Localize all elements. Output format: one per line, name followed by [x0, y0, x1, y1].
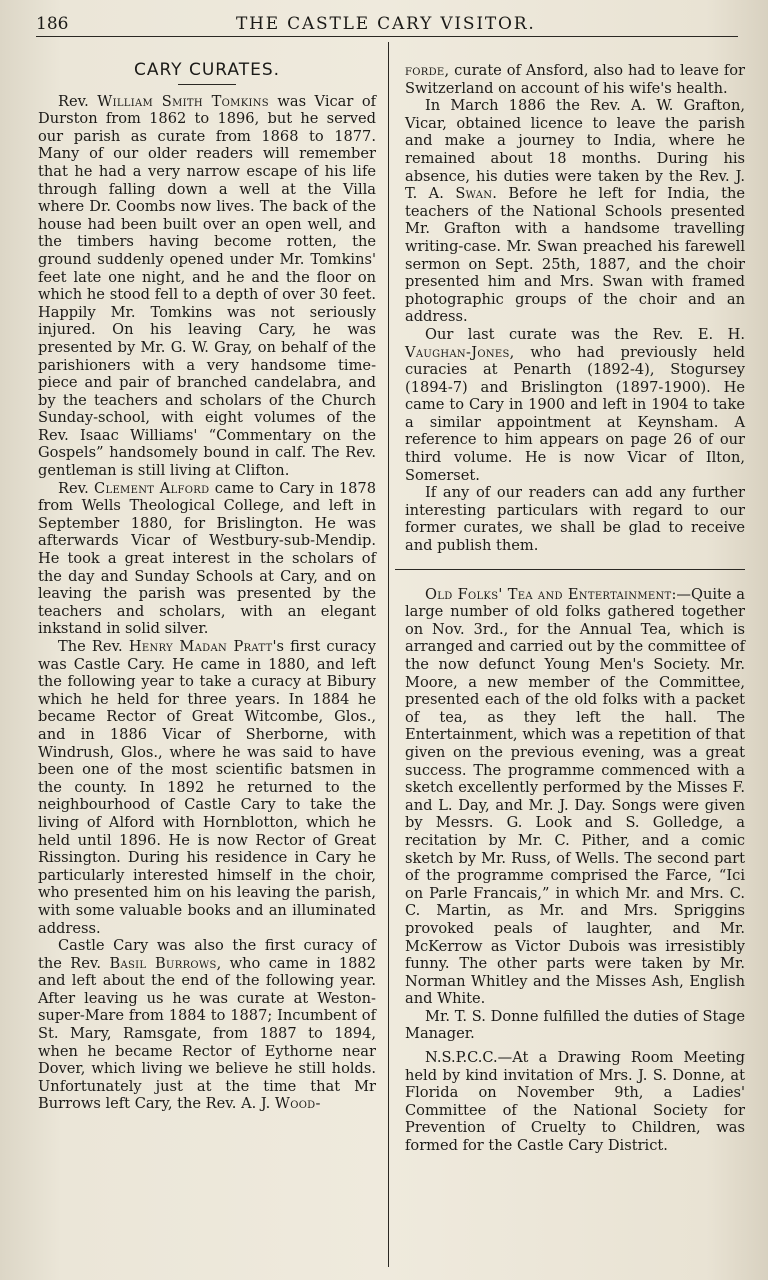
- curate-name: Basil Burrows: [109, 954, 217, 972]
- right-column: [405, 62, 745, 1155]
- left-column: [38, 56, 376, 1113]
- column-divider: [388, 42, 389, 1267]
- curate-name: Wood-: [274, 1095, 321, 1113]
- curate-name: Swan: [455, 185, 493, 203]
- curate-name: Vaughan-Jones: [405, 343, 510, 361]
- article-title: CARY CURATES.: [133, 60, 281, 80]
- paragraph-closing: If any of our readers can add any further interesting particulars with regard to our former curates, we shall be glad to receive and publish them.: [405, 484, 745, 555]
- paragraph-tomkins: Rev. William Smith Tomkins was Vicar of Durston from 1862 to 1896, but he served our parish as curate from 1868 to 1877. Many of our older readers will remember that he had a very narrow escape of his life through falling down a well at the Villa where Dr. Coombs now lives. The back of the house had been built over an open well, and the timbers having become rotten, the ground suddenly opened under Mr. Tomkins' feet late one night, and he and the floor on which he stood fell to a depth of over 30 feet. Happily Mr. Tomkins was not seriously injured. On his leaving Cary, he was presented by Mr. G. W. Gray, on behalf of the parishioners with a very handsome time-piece and pair of branched candelabra, and by the teachers and scholars of the Church Sunday-school, with eight volumes of the Rev. Isaac Williams' “Commentary on the Gospels” handsomely bound in calf. The Rev. gentleman is still living at Clifton.: [38, 92, 377, 480]
- paragraph-old-folks-tea: Old Folks' Tea and Entertainment:—Quite a large number of old folks gathered together on Nov. 3rd., for the Annual Tea, which is arranged and carried out by the committee of the now defunct Young Men's Society. Mr. Moore, a new member of the Committee, presented each of the old folks with a packet of tea, as they left the hall. The Entertainment, which was a repetition of that given on the previous evening, was a great success. The programme commenced with a sketch excellently performed by the Misses F. and L. Day, and Mr. J. Day. Songs were given by Messrs. G. Look and S. Golledge, a recitation by Mr. C. Pither, and a comic sketch by Mr. Russ, of Wells. The second part of the programme comprised the Farce, “Ici on Parle Francais,” in which Mr. and Mrs. C. C. Martin, as Mr. and Mrs. Spriggins provoked peals of laughter, and Mr. McKerrow as Victor Dubois was irresistibly funny. The other parts were taken by Mr. Norman Whitley and the Misses Ash, English and White.: [405, 585, 745, 1008]
- paragraph-burrows: Castle Cary was also the first curacy of the Rev. Basil Burrows, who came in 1882 and left about the end of the following year. After leaving us he was curate at Weston-super-Mare from 1884 to 1887; Incumbent of St. Mary, Ramsgate, from 1887 to 1894, when he became Rector of Eythorne near Dover, which living we believe he still holds. Unfortunately just at the time that Mr Burrows left Cary, the Rev. A. J. Wood-: [38, 937, 376, 1113]
- curate-name: Clement Alford: [94, 479, 210, 497]
- title-rule: [178, 84, 236, 85]
- paragraph-nspcc: N.S.P.C.C.—At a Drawing Room Meeting held by kind invitation of Mrs. J. S. Donne, at Florida on November 9th, a Ladies' Committee of the National Society for Prevention of Cruelty to Children, was formed for the Castle Cary District.: [405, 1049, 745, 1155]
- paragraph-woodforde: forde, curate of Ansford, also had to leave for Switzerland on account of his wife's health.: [405, 62, 745, 97]
- header-rule: [36, 36, 738, 37]
- section-heading: Old Folks' Tea and Entertainment: [425, 585, 672, 603]
- paragraph-swan: In March 1886 the Rev. A. W. Grafton, Vicar, obtained licence to leave the parish and make a journey to India, where he remained about 18 months. During his absence, his duties were taken by the Rev. J. T. A. Swan. Before he left for India, the teachers of the National Schools presented Mr. Grafton with a handsome travelling writing-case. Mr. Swan preached his farewell sermon on Sept. 25th, 1887, and the choir presented him and Mrs. Swan with framed photographic groups of the choir and an address.: [405, 97, 746, 326]
- paragraph-stage-manager: Mr. T. S. Donne fulfilled the duties of Stage Manager.: [405, 1007, 745, 1043]
- paragraph-vaughan-jones: Our last curate was the Rev. E. H. Vaughan-Jones, who had previously held curacies at Penarth (1892-4), Stogursey (1894-7) and Brislington (1897-1900). He came to Cary in 1900 and left in 1904 to take a similar appointment at Keynsham. A reference to him appears on page 26 of our third volume. He is now Vicar of Ilton, Somerset.: [405, 325, 745, 484]
- section-rule: [395, 569, 745, 570]
- running-title: THE CASTLE CARY VISITOR.: [236, 14, 536, 34]
- curate-name: William Smith Tomkins: [97, 92, 269, 110]
- curate-name: Henry Madan Pratt: [128, 638, 273, 655]
- paragraph-alford: Rev. Clement Alford came to Cary in 1878 from Wells Theological College, and left in September 1880, for Brislington. He was afterwards Vicar of Westbury-sub-Mendip. He took a great interest in the scholars of the day and Sunday Schools at Cary, and on leaving the parish was presented by the teachers and scholars, with an elegant inkstand in solid silver.: [38, 479, 376, 638]
- curate-name: forde: [405, 62, 445, 79]
- paragraph-pratt: The Rev. Henry Madan Pratt's first curacy was Castle Cary. He came in 1880, and left the following year to take a curacy at Bibury which he held for three years. In 1884 he became Rector of Great Witcombe, Glos., and in 1886 Vicar of Sherborne, with Windrush, Glos., where he was said to have been one of the most scientific batsmen in the county. In 1892 he returned to the neighbourhood of Castle Cary to take the living of Alford with Hornblotton, which he held until 1896. He is now Rector of Great Rissington. During his residence in Cary he particularly interested himself in the choir, who presented him on his leaving the parish, with some valuable books and an illuminated address.: [38, 638, 376, 937]
- page-number: 186: [36, 14, 69, 34]
